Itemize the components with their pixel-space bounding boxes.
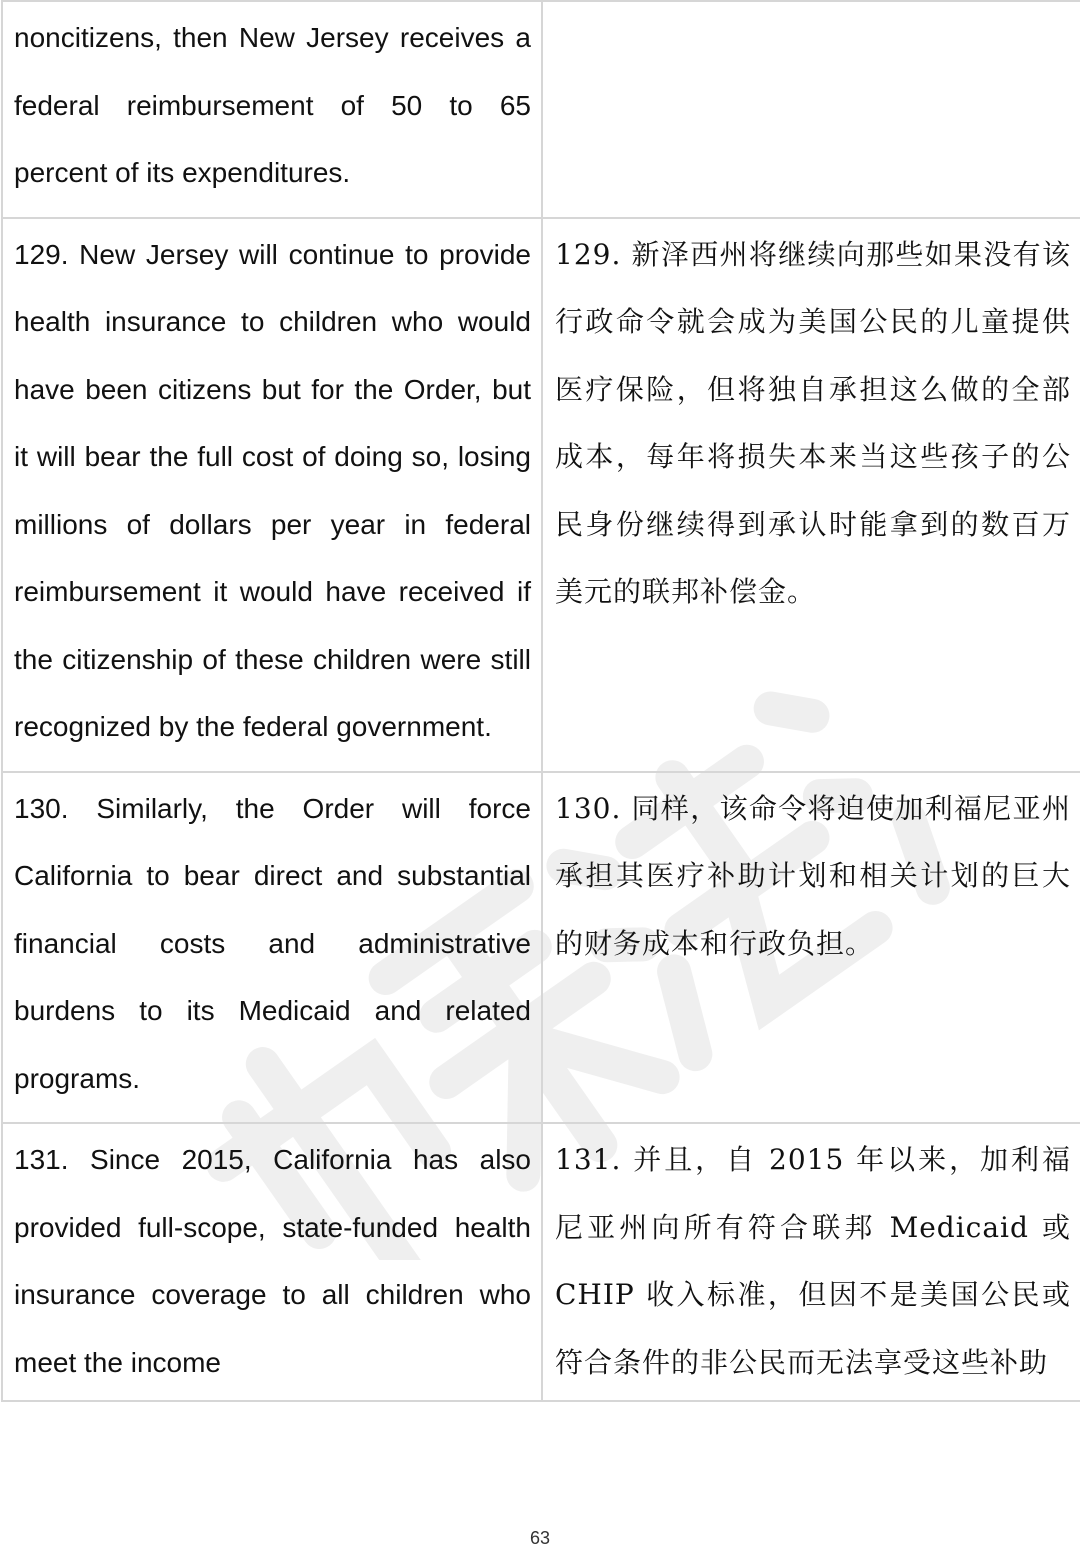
chinese-paragraph: 129. 新泽西州将继续向那些如果没有该行政命令就会成为美国公民的儿童提供医疗保险，但将独自承担这么做的全部成本，每年将损失本来当这些孩子的公民身份继续得到承认时能拿到的数百万美元的联邦补偿金。 — [555, 237, 1071, 608]
english-paragraph: 131. Since 2015, California has also provided full-scope, state-funded health insurance coverage to all children who meet the income — [14, 1144, 531, 1378]
english-cell — [2, 218, 542, 772]
chinese-paragraph: 131. 并且，自 2015 年以来，加利福尼亚州向所有符合联邦 Medicaid 或 CHIP 收入标准，但因不是美国公民或符合条件的非公民而无法享受这些补助 — [555, 1143, 1071, 1379]
table-row — [2, 218, 1080, 772]
english-cell — [2, 1123, 542, 1401]
english-cell — [2, 1, 542, 218]
chinese-cell — [542, 218, 1080, 772]
chinese-paragraph: 130. 同样，该命令将迫使加利福尼亚州承担其医疗补助计划和相关计划的巨大的财务成本和行政负担。 — [555, 791, 1071, 960]
english-cell — [2, 772, 542, 1124]
chinese-cell — [542, 1, 1080, 218]
table-row — [2, 772, 1080, 1124]
chinese-cell — [542, 1123, 1080, 1401]
english-paragraph: 130. Similarly, the Order will force California to bear direct and substantial financial costs and administrative burdens to its Medicaid and related programs. — [14, 792, 531, 1094]
page-number: 63 — [529, 1528, 551, 1548]
english-paragraph: noncitizens, then New Jersey receives a federal reimbursement of 50 to 65 percent of its expenditures. — [14, 22, 531, 188]
table-row — [2, 1123, 1080, 1401]
english-paragraph: 129. New Jersey will continue to provide health insurance to children who would have been citizens but for the Order, but it will bear the full cost of doing so, losing millions of dollars per year in federal reimbursement it would have received if the citizenship of these children were still recognized by the federal government. — [14, 238, 531, 742]
chinese-cell — [542, 772, 1080, 1124]
bilingual-table — [1, 0, 1080, 1402]
chinese-paragraph — [543, 2, 1080, 4]
table-row — [2, 1, 1080, 218]
